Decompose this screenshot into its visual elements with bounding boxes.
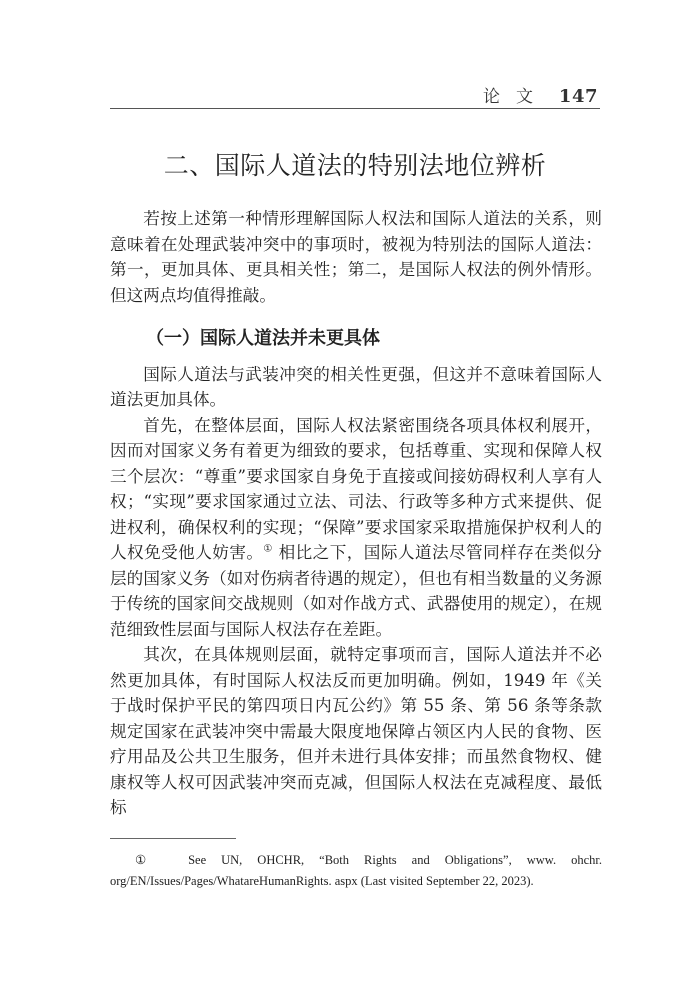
page-number: 147 bbox=[558, 86, 598, 107]
header-rule bbox=[110, 108, 600, 109]
footnote bbox=[110, 850, 602, 892]
subheading: （一）国际人道法并未更具体 bbox=[146, 328, 380, 349]
footnote-reference[interactable]: ① bbox=[263, 543, 273, 555]
running-head-section: 论文 bbox=[483, 87, 550, 107]
section-title: 二、国际人道法的特别法地位辨析 bbox=[163, 151, 547, 180]
paragraph-3: 其次，在具体规则层面，就特定事项而言，国际人道法并不必然更加具体，有时国际人权法反而更加明确。例如，1949 年《关于战时保护平民的第四项日内瓦公约》第 55 条、第 56 条等条款规定国家在武装冲突中需最大限度地保障占领区内人民的食物、医疗用品及公共卫生服务，但并未进行具体安排；而虽然食物权、健康权等人权可因武装冲突而克减，但国际人权法在克减程度、最低标 bbox=[110, 645, 602, 817]
intro-paragraph: 若按上述第一种情形理解国际人权法和国际人道法的关系，则意味着在处理武装冲突中的事项时，被视为特别法的国际人道法：第一，更加具体、更具相关性；第二，是国际人权法的例外情形。但这两点均值得推敲。 bbox=[110, 209, 602, 305]
paragraph-2-part-1: 首先，在整体层面，国际人权法紧密围绕各项具体权利展开，因而对国家义务有着更为细致的要求，包括尊重、实现和保障人权三个层次：“尊重”要求国家自身免于直接或间接妨碍权利人享有人权；“实现”要求国家通过立法、司法、行政等多种方式来提供、促进权利，确保权利的实现；“保障”要求国家采取措施保护权利人的人权免受他人妨害。 bbox=[110, 415, 602, 562]
paragraph-2 bbox=[110, 413, 602, 643]
paragraph-1: 国际人道法与武装冲突的相关性更强，但这并不意味着国际人道法更加具体。 bbox=[110, 364, 602, 409]
running-head bbox=[483, 82, 598, 107]
footnote-marker: ① bbox=[135, 853, 159, 867]
paragraph-2-part-2: 相比之下，国际人道法尽管同样存在类似分层的国家义务（如对伤病者待遇的规定），但也有相当数量的义务源于传统的国家间交战规则（如对作战方式、武器使用的规定），在规范细致性层面与国际人权法存在差距。 bbox=[110, 543, 602, 639]
footnote-text: See UN, OHCHR, “Both Rights and Obligations”, www. ohchr. org/EN/Issues/Pages/WhatareHumanRights. aspx (Last visited September 22, 2023). bbox=[110, 853, 602, 888]
body-text bbox=[110, 206, 602, 821]
footnote-rule bbox=[110, 838, 236, 839]
